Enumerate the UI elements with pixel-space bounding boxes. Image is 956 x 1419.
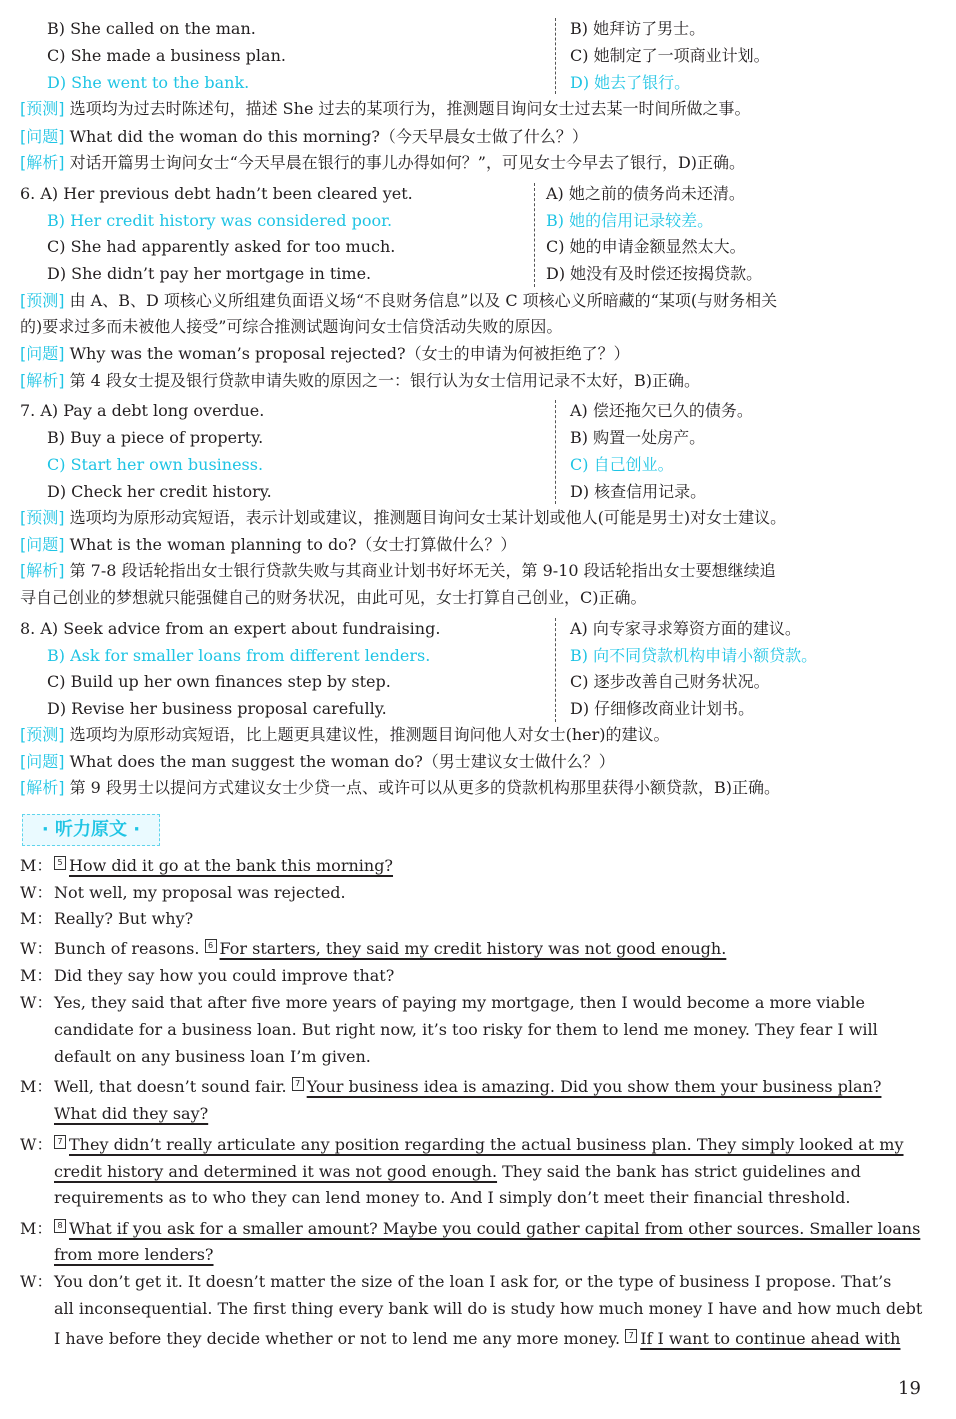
question-text: What did the woman do this morning?（今天早晨女士做了什么？） — [69, 127, 588, 146]
transcript-line — [20, 1076, 881, 1098]
transcript-line — [20, 938, 726, 960]
speaker-label: M： — [20, 966, 53, 985]
q6-predict-cont: 的)要求过多而未被他人接受”可综合推测试题询问女士信贷活动失败的原因。 — [20, 317, 563, 336]
question-tag: [问题] — [20, 344, 65, 363]
line-text: They said the bank has strict guidelines and — [497, 1162, 861, 1181]
transcript-line-cont — [54, 1328, 900, 1350]
predict-text: 由 A、B、D 项核心义所组建负面语义场“不良财务信息”以及 C 项核心义所暗藏的“某项(与财务相关 — [69, 291, 778, 310]
underlined-text: What if you ask for a smaller amount? Maybe you could gather capital from other sources. Smaller loans — [69, 1219, 921, 1238]
column-divider — [555, 400, 556, 504]
question-tag: [问题] — [20, 752, 65, 771]
predict-tag: [预测] — [20, 99, 65, 118]
paragraph-marker-icon: 8 — [54, 1219, 66, 1233]
predict-tag: [预测] — [20, 725, 65, 744]
line-text: I have before they decide whether or not to lend me any more money. — [54, 1329, 626, 1348]
q7-option-c-en-answer: C) Start her own business. — [47, 455, 264, 474]
line-text: Yes, they said that after five more years of paying my mortgage, then I would become a more viable — [54, 993, 866, 1012]
q7-option-a-zh: A) 偿还拖欠已久的债务。 — [570, 401, 753, 420]
speaker-label: M： — [20, 1077, 53, 1096]
predict-tag: [预测] — [20, 291, 65, 310]
q8-option-c-en: C) Build up her own finances step by step. — [47, 672, 391, 691]
transcript-line-cont — [54, 1103, 208, 1125]
q6-option-c-en: C) She had apparently asked for too much. — [47, 237, 396, 256]
q5-option-b-zh: B) 她拜访了男士。 — [570, 19, 706, 38]
q8-option-d-zh: D) 仔细修改商业计划书。 — [570, 699, 755, 718]
q7-option-b-en: B) Buy a piece of property. — [47, 428, 264, 447]
predict-tag: [预测] — [20, 508, 65, 527]
q6-option-a-zh: A) 她之前的债务尚未还清。 — [546, 184, 745, 203]
transcript-line-cont: default on any business loan I’m given. — [54, 1047, 371, 1066]
transcript-line-cont: requirements as to who they can lend money to. And I simply don’t meet their financial threshold. — [54, 1188, 851, 1207]
analysis-tag: [解析] — [20, 371, 65, 390]
predict-text: 选项均为过去时陈述句，描述 She 过去的某项行为，推测题目询问女士过去某一时间所做之事。 — [69, 99, 751, 118]
q6-question — [20, 343, 630, 365]
q6-option-a-en: 6. A) Her previous debt hadn’t been cleared yet. — [20, 184, 413, 203]
q6-option-b-en-answer: B) Her credit history was considered poor. — [47, 211, 393, 230]
line-text: Well, that doesn’t sound fair. — [54, 1077, 292, 1096]
transcript-line — [20, 1218, 920, 1240]
line-text: Bunch of reasons. — [54, 939, 205, 958]
line-text: Did they say how you could improve that? — [54, 966, 395, 985]
transcript-line-cont: candidate for a business loan. But right now, it’s too risky for them to lend me money. They fear I will — [54, 1020, 878, 1039]
q8-analysis — [20, 777, 780, 799]
transcript-line — [20, 855, 393, 877]
speaker-label: W： — [20, 1135, 53, 1154]
underlined-text: For starters, they said my credit history was not good enough. — [219, 939, 727, 958]
q5-analysis — [20, 152, 745, 174]
q6-option-b-zh-answer: B) 她的信用记录较差。 — [546, 211, 714, 230]
q8-predict — [20, 724, 670, 746]
q8-question — [20, 751, 615, 773]
q8-option-a-zh: A) 向专家寻求筹资方面的建议。 — [570, 619, 801, 638]
transcript-line — [20, 882, 346, 904]
q7-option-d-en: D) Check her credit history. — [47, 482, 272, 501]
q6-option-d-zh: D) 她没有及时偿还按揭贷款。 — [546, 264, 763, 283]
column-divider — [555, 618, 556, 722]
underlined-text: from more lenders? — [54, 1245, 214, 1264]
q6-option-c-zh: C) 她的申请金额显然太大。 — [546, 237, 746, 256]
predict-text: 选项均为原形动宾短语，比上题更具建议性，推测题目询问他人对女士(her)的建议。 — [69, 725, 670, 744]
underlined-text: They didn’t really articulate any position regarding the actual business plan. They simply looked at my — [69, 1135, 904, 1154]
q7-option-b-zh: B) 购置一处房产。 — [570, 428, 706, 447]
q5-option-b-en: B) She called on the man. — [47, 19, 256, 38]
paragraph-marker-icon: 6 — [205, 939, 217, 953]
q5-option-d-en-answer: D) She went to the bank. — [47, 73, 250, 92]
question-text: What is the woman planning to do?（女士打算做什么？） — [69, 535, 517, 554]
underlined-text: credit history and determined it was not good enough. — [54, 1162, 498, 1181]
q7-option-a-en: 7. A) Pay a debt long overdue. — [20, 401, 265, 420]
q8-option-a-en: 8. A) Seek advice from an expert about fundraising. — [20, 619, 441, 638]
transcript-line — [20, 908, 193, 930]
q5-option-d-zh-answer: D) 她去了银行。 — [570, 73, 691, 92]
q7-question — [20, 534, 516, 556]
speaker-label: M： — [20, 856, 53, 875]
transcript-line-cont: all inconsequential. The first thing every bank will do is study how much money I have and how much debt — [54, 1299, 923, 1318]
q6-option-d-en: D) She didn’t pay her mortgage in time. — [47, 264, 372, 283]
speaker-label: W： — [20, 883, 53, 902]
underlined-text: How did it go at the bank this morning? — [69, 856, 394, 875]
question-text: Why was the woman’s proposal rejected?（女士的申请为何被拒绝了？） — [69, 344, 630, 363]
paragraph-marker-icon: 7 — [625, 1329, 637, 1343]
speaker-label: W： — [20, 993, 53, 1012]
analysis-text: 对话开篇男士询问女士“今天早晨在银行的事儿办得如何？”，可见女士今早去了银行，D)正确。 — [69, 153, 746, 172]
q7-analysis-cont: 寻自己创业的梦想就只能强健自己的财务状况，由此可见，女士打算自己创业，C)正确。 — [20, 588, 647, 607]
question-text: What does the man suggest the woman do?（男士建议女士做什么？） — [69, 752, 615, 771]
analysis-tag: [解析] — [20, 561, 65, 580]
transcript-line-cont — [54, 1161, 861, 1183]
q5-option-c-en: C) She made a business plan. — [47, 46, 286, 65]
question-tag: [问题] — [20, 535, 65, 554]
q5-predict — [20, 98, 751, 120]
q7-option-d-zh: D) 核查信用记录。 — [570, 482, 707, 501]
transcript-line — [20, 1271, 891, 1293]
q6-analysis — [20, 370, 700, 392]
paragraph-marker-icon: 7 — [54, 1135, 66, 1149]
transcript-line — [20, 965, 394, 987]
transcript-section-title: · 听力原文 · — [22, 814, 160, 846]
analysis-text: 第 7-8 段话轮指出女士银行贷款失败与其商业计划书好坏无关，第 9-10 段话轮指出女士要想继续追 — [69, 561, 776, 580]
speaker-label: W： — [20, 1272, 53, 1291]
underlined-text: Your business idea is amazing. Did you show them your business plan? — [306, 1077, 882, 1096]
underlined-text: If I want to continue ahead with — [640, 1329, 901, 1348]
line-text: Really? But why? — [54, 909, 194, 928]
q8-option-b-en-answer: B) Ask for smaller loans from different lenders. — [47, 646, 431, 665]
analysis-text: 第 9 段男士以提问方式建议女士少贷一点、或许可以从更多的贷款机构那里获得小额贷款，B)正确。 — [69, 778, 780, 797]
predict-text: 选项均为原形动宾短语，表示计划或建议，推测题目询问女士某计划或他人(可能是男士)对女士建议。 — [69, 508, 787, 527]
q8-option-d-en: D) Revise her business proposal carefully. — [47, 699, 387, 718]
q5-question — [20, 126, 588, 148]
underlined-text: What did they say? — [54, 1104, 209, 1123]
column-divider — [534, 183, 535, 287]
analysis-tag: [解析] — [20, 778, 65, 797]
q7-analysis — [20, 560, 776, 582]
q8-option-c-zh: C) 逐步改善自己财务状况。 — [570, 672, 770, 691]
q8-option-b-zh-answer: B) 向不同贷款机构申请小额贷款。 — [570, 646, 818, 665]
q6-predict — [20, 290, 777, 312]
q7-option-c-zh-answer: C) 自己创业。 — [570, 455, 674, 474]
line-text: You don’t get it. It doesn’t matter the size of the loan I ask for, or the type of business I propose. That’s — [54, 1272, 892, 1291]
q7-predict — [20, 507, 786, 529]
analysis-tag: [解析] — [20, 153, 65, 172]
analysis-text: 第 4 段女士提及银行贷款申请失败的原因之一：银行认为女士信用记录不太好，B)正确。 — [69, 371, 700, 390]
transcript-line — [20, 992, 865, 1014]
page-number: 19 — [898, 1378, 921, 1399]
speaker-label: W： — [20, 939, 53, 958]
paragraph-marker-icon: 7 — [292, 1077, 304, 1091]
paragraph-marker-icon: 5 — [54, 856, 66, 870]
transcript-line — [20, 1134, 904, 1156]
speaker-label: M： — [20, 909, 53, 928]
question-tag: [问题] — [20, 127, 65, 146]
speaker-label: M： — [20, 1219, 53, 1238]
transcript-line-cont — [54, 1244, 214, 1266]
column-divider — [555, 18, 556, 94]
q5-option-c-zh: C) 她制定了一项商业计划。 — [570, 46, 770, 65]
line-text: Not well, my proposal was rejected. — [54, 883, 346, 902]
